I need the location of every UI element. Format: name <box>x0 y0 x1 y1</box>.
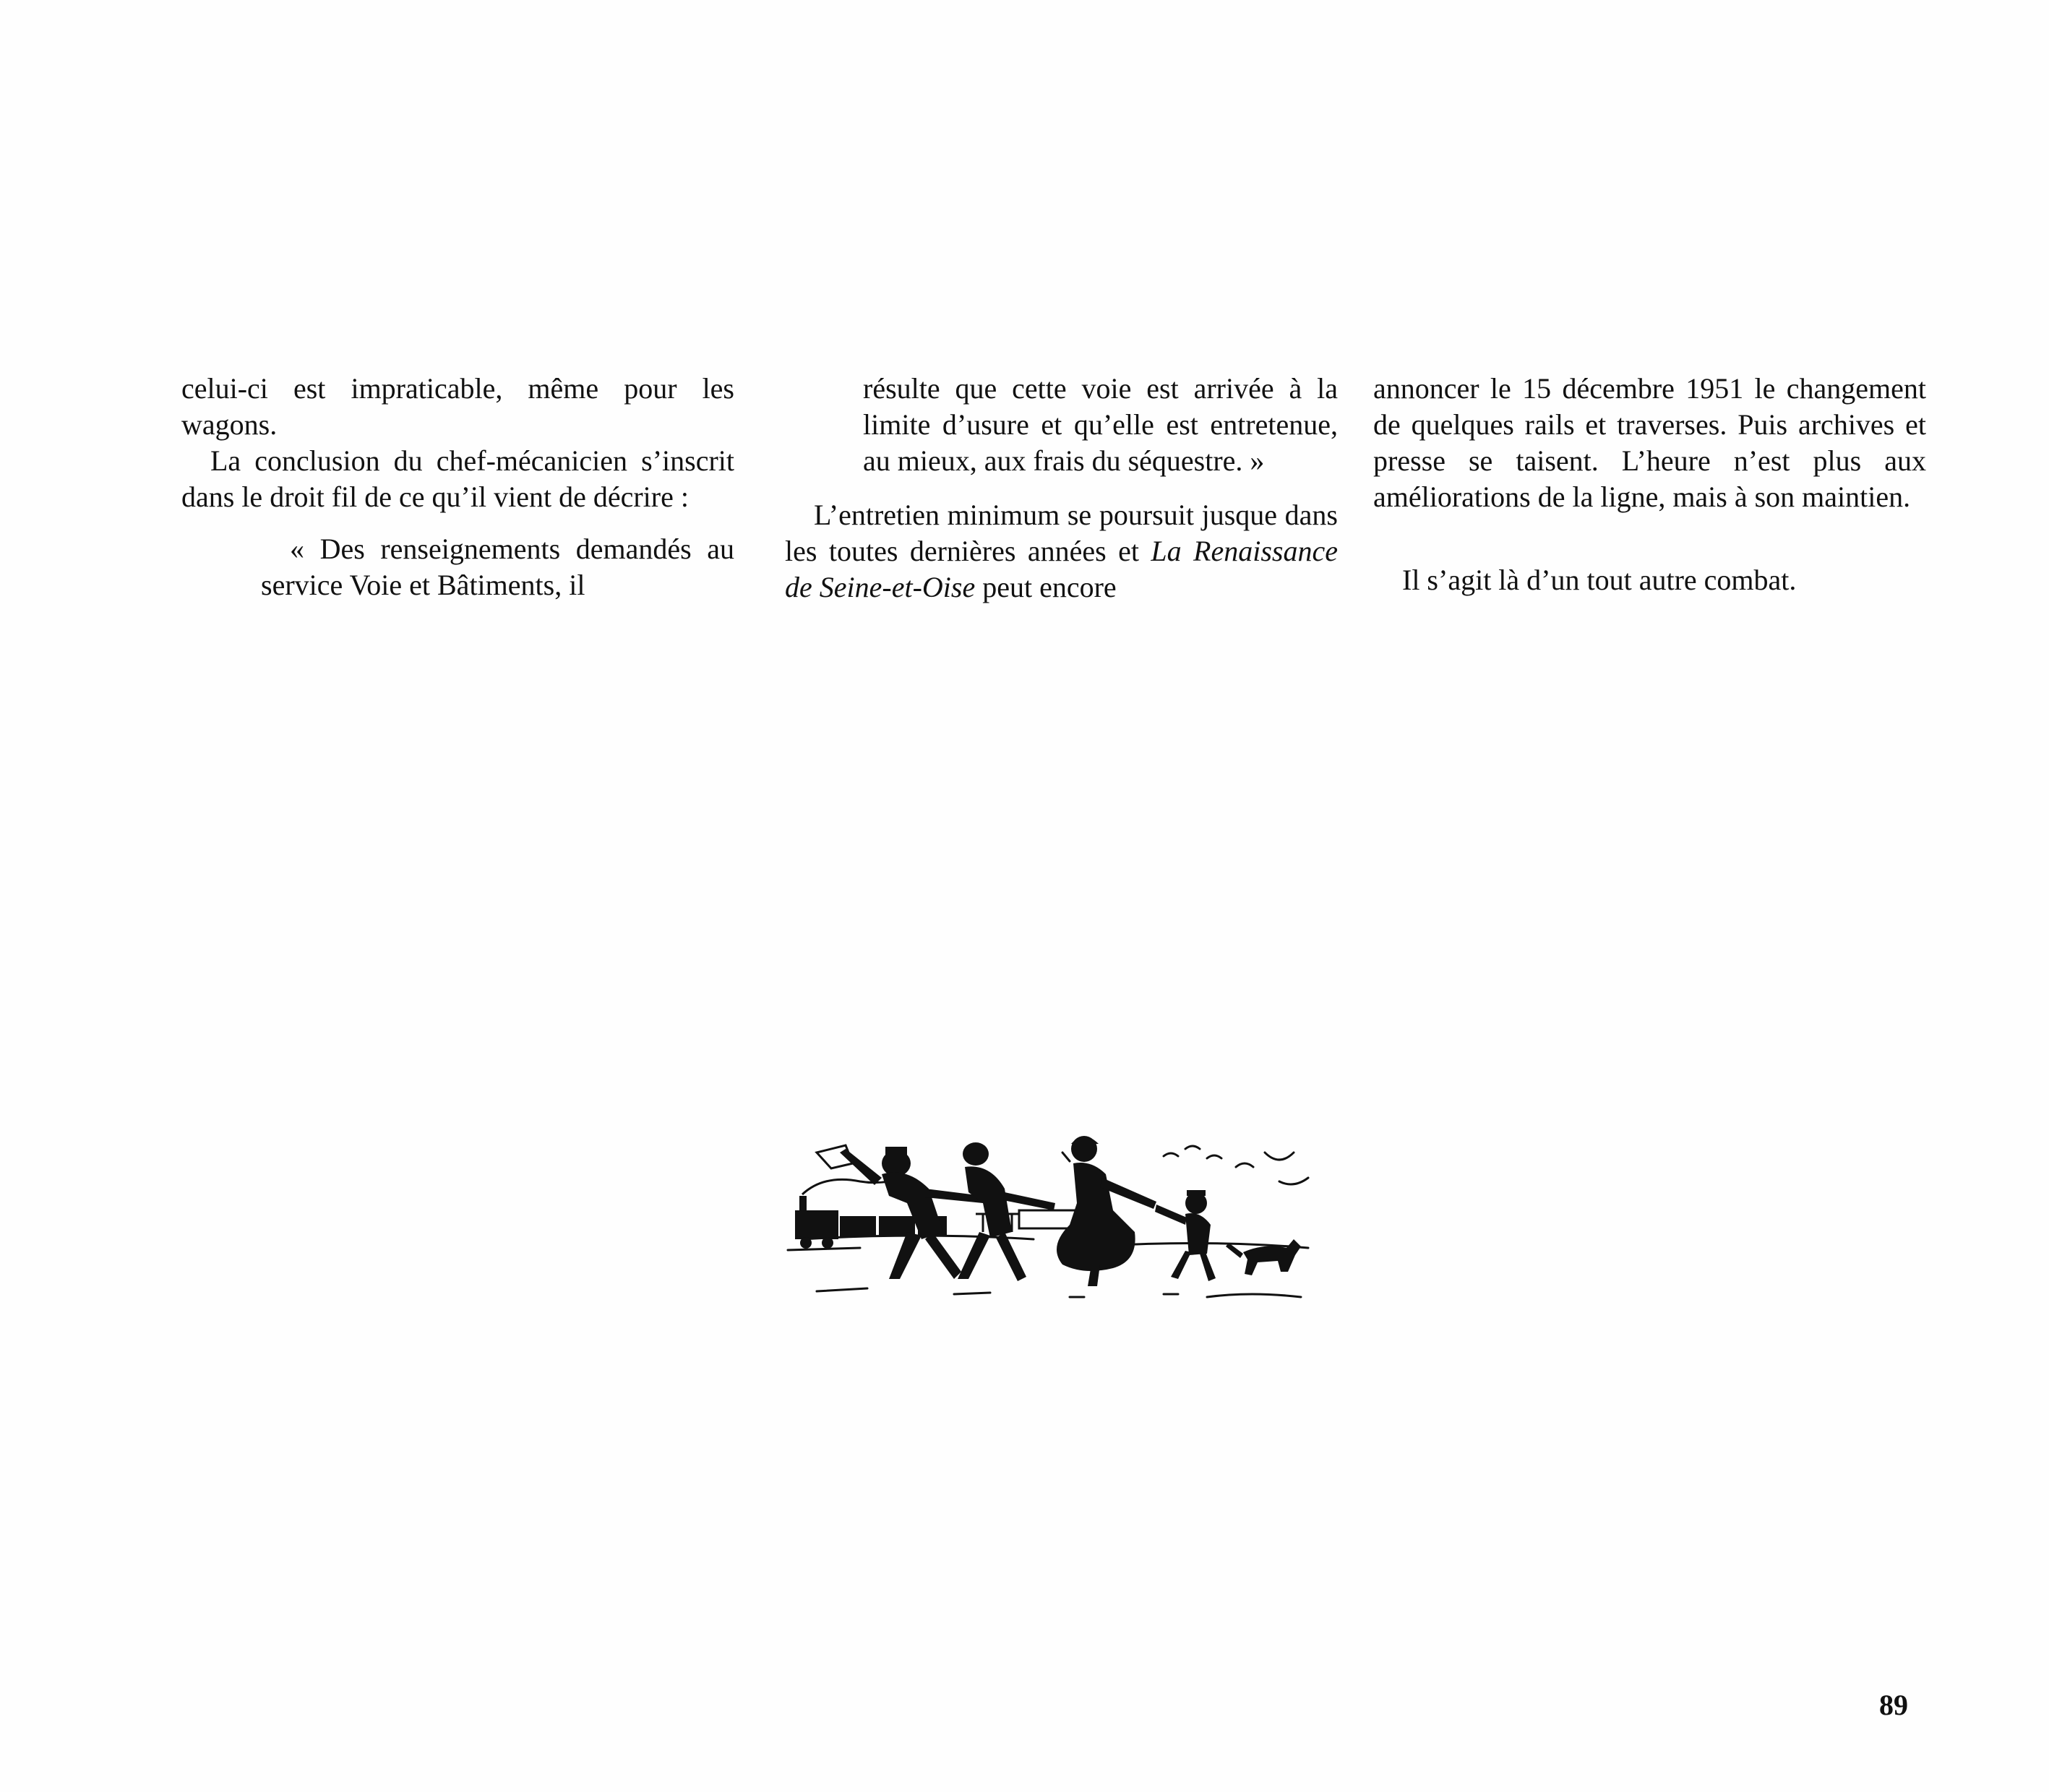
paragraph-text: L’entretien minimum se poursuit jusque dans les toutes dernières années et <box>785 499 1338 567</box>
paragraph <box>785 497 1338 606</box>
dancing-family-train-engraving-icon <box>773 1124 1330 1308</box>
block-quote: « Des renseignements demandés au service Voie et Bâtiments, il <box>261 533 734 601</box>
paragraph: celui-ci est impraticable, même pour les wagons. <box>181 372 734 441</box>
paragraph: La conclusion du chef-mécanicien s’inscrit dans le droit fil de ce qu’il vient de décrire : <box>181 444 734 513</box>
paragraph-text: peut encore <box>975 571 1117 603</box>
closing-sentence: Il s’agit là d’un tout autre combat. <box>1402 564 1797 596</box>
text-column-3 <box>1373 371 1926 598</box>
block-quote-continued: résulte que cette voie est arrivée à la limite d’usure et qu’elle est entretenue, au mieux, aux frais du séquestre. » <box>863 372 1338 477</box>
text-column-1 <box>181 371 734 603</box>
page-number: 89 <box>1879 1689 1908 1721</box>
paragraph: annoncer le 15 décembre 1951 le changement de quelques rails et traverses. Puis archives et presse se taisent. L’heure n’est plus aux améliorations de la ligne, mais à son maintien. <box>1373 372 1926 513</box>
newspaper-title: La Renaissance de Seine-et-Oise <box>785 535 1339 603</box>
text-column-2 <box>785 371 1338 606</box>
